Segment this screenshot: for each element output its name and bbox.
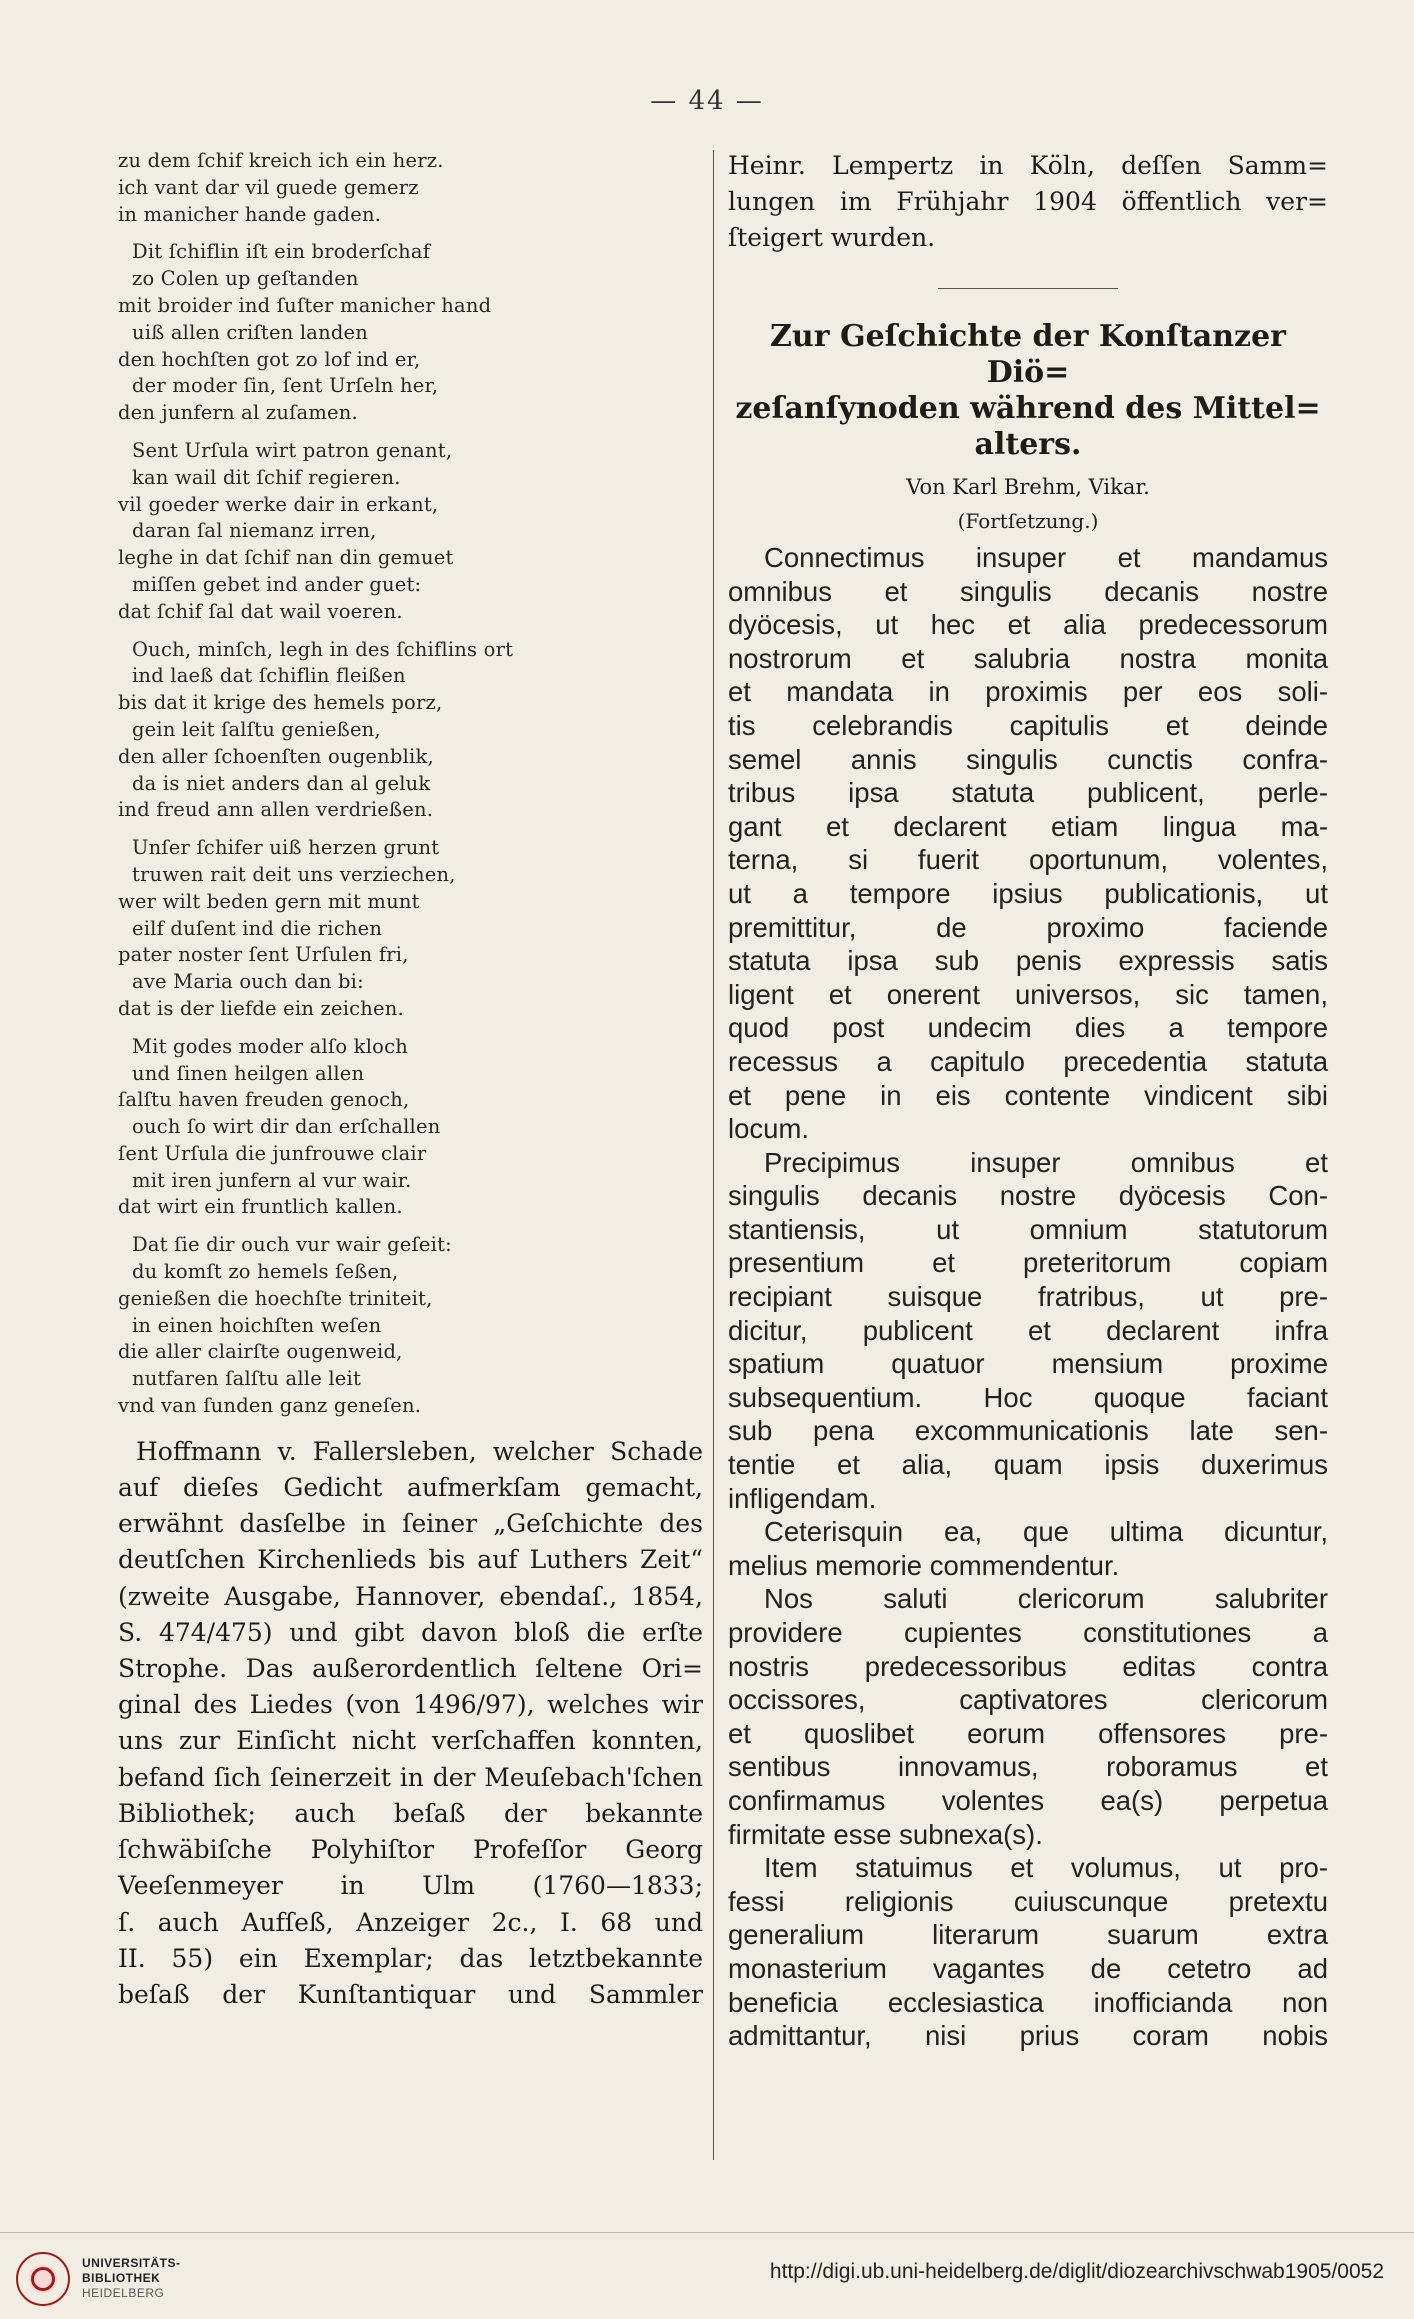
verse-line: ouch ſo wirt dir dan erſchallen: [132, 1115, 441, 1139]
latin-paragraph: [728, 1146, 1328, 1516]
source-url-link[interactable]: http://digi.ub.uni-heidelberg.de/diglit/diozearchivschwab1905/0052: [769, 2260, 1384, 2283]
text-line: occissores, captivatores clericorum: [728, 1684, 1328, 1716]
verse-line: den aller ſchoenſten ougenblik,: [118, 744, 434, 768]
stanza: [118, 637, 703, 825]
text-line: et quoslibet eorum offensores pre-: [728, 1717, 1328, 1749]
verse-line: Unſer ſchifer uiß herzen grunt: [132, 836, 440, 860]
verse-line: mit broider ind ſuſter manicher hand: [118, 293, 492, 317]
verse-line: in einen hoichſten weſen: [132, 1313, 382, 1337]
verse-line: wer wilt beden gern mit munt: [118, 889, 420, 913]
article-title: [728, 319, 1328, 463]
verse-line: truwen rait deit uns verziechen,: [132, 862, 456, 886]
title-line: Zur Geſchichte der Konſtanzer Diö=: [769, 319, 1286, 390]
text-line: gant et declarent etiam lingua ma-: [728, 810, 1328, 842]
text-line: presentium et preteritorum copiam: [728, 1247, 1328, 1279]
verse-line: bis dat it krige des hemels porz,: [118, 691, 443, 715]
verse-line: vil goeder werke dair in erkant,: [118, 492, 439, 516]
text-line: tribus ipsa statuta publicent, perle-: [728, 777, 1328, 809]
text-line: singulis decanis nostre dyöcesis Con-: [728, 1180, 1328, 1212]
text-line: (zweite Ausgabe, Hannover, ebendaſ., 1854,: [118, 1581, 703, 1611]
library-logo[interactable]: [16, 2250, 216, 2310]
text-line: recessus a capitulo precedentia statuta: [728, 1045, 1328, 1077]
verse-line: den junfern al zuſamen.: [118, 401, 358, 425]
verse-line: und ſinen heilgen allen: [132, 1061, 365, 1085]
verse-line: nutfaren ſalſtu alle leit: [132, 1367, 361, 1391]
verse-line: kan wail dit ſchif regieren.: [132, 465, 401, 489]
verse-line: dat ſchif ſal dat wail voeren.: [118, 599, 403, 623]
text-line: beneficia ecclesiastica inofficianda non: [728, 1986, 1328, 2018]
verse-line: dat is der liefde ein zeichen.: [118, 996, 404, 1020]
verse-line: du komſt zo hemels ſeßen,: [132, 1260, 399, 1284]
text-line: lungen im Frühjahr 1904 öffentlich ver=: [728, 187, 1328, 216]
verse-line: in manicher hande gaden.: [118, 202, 382, 226]
verse-line: zo Colen up geſtanden: [132, 267, 359, 291]
left-column: [118, 148, 703, 2013]
text-line: erwähnt dasſelbe in ſeiner „Geſchichte des: [118, 1509, 703, 1539]
text-line: Hoffmann v. Fallersleben, welcher Schade: [136, 1436, 703, 1466]
text-line: ſ. auch Aufſeß, Anzeiger 2c., I. 68 und: [118, 1907, 703, 1937]
text-line: Ceterisquin ea, que ultima dicuntur,: [764, 1516, 1328, 1548]
logo-text-line: UNIVERSITÄTS-: [82, 2256, 181, 2270]
text-line: quod post undecim dies a tempore: [728, 1012, 1328, 1044]
verse-line: ſent Urſula die junfrouwe clair: [118, 1141, 427, 1165]
footer-divider: [0, 2232, 1414, 2233]
text-line: locum.: [728, 1113, 809, 1145]
text-line: et pene in eis contente vindicent sibi: [728, 1079, 1328, 1111]
text-line: ut a tempore ipsius publicationis, ut: [728, 877, 1328, 909]
text-line: terna, si fuerit oportunum, volentes,: [728, 844, 1328, 876]
text-line: infligendam.: [728, 1482, 877, 1514]
text-line: monasterium vagantes de cetetro ad: [728, 1952, 1328, 1984]
continued-paragraph: [728, 148, 1328, 256]
text-line: dicitur, publicent et declarent infra: [728, 1314, 1328, 1346]
verse-line: Ouch, minſch, legh in des ſchiflins ort: [132, 637, 514, 661]
verse-line: pater noster ſent Urſulen fri,: [118, 943, 409, 967]
text-line: dyöcesis, ut hec et alia predecessorum: [728, 609, 1328, 641]
text-line: uns zur Einſicht nicht verſchaffen konnten,: [118, 1726, 703, 1756]
text-line: deutſchen Kirchenlieds bis auf Luthers Zeit“: [118, 1545, 703, 1575]
stanza: [118, 835, 703, 1023]
logo-text-line: BIBLIOTHEK: [82, 2271, 161, 2285]
title-line: zeſanſynoden während des Mittel=: [735, 391, 1321, 426]
text-line: Strophe. Das außerordentlich ſeltene Ori=: [118, 1654, 703, 1684]
text-line: admittantur, nisi prius coram nobis: [728, 2020, 1328, 2052]
text-line: beſaß der Kunſtantiquar und Sammler: [118, 1979, 703, 2009]
continuation-note: (Fortſetzung.): [957, 509, 1099, 533]
text-line: et mandata in proximis per eos soli-: [728, 676, 1328, 708]
latin-text: [728, 541, 1328, 2053]
text-line: nostris predecessoribus editas contra: [728, 1650, 1328, 1682]
verse-line: zu dem ſchif kreich ich ein herz.: [118, 149, 444, 172]
page-number: — 44 —: [650, 86, 764, 116]
poem-verses: [118, 148, 703, 1420]
section-separator: [938, 288, 1118, 289]
stanza: [118, 239, 703, 427]
stanza: [118, 1034, 703, 1222]
text-line: stantiensis, ut omnium statutorum: [728, 1213, 1328, 1245]
latin-paragraph: [728, 1582, 1328, 1851]
text-line: sub pena excommunicationis late sen-: [728, 1415, 1328, 1447]
verse-line: da is niet anders dan al geluk: [132, 771, 431, 795]
text-line: ginal des Liedes (von 1496/97), welches wir: [118, 1690, 703, 1720]
text-line: Nos saluti clericorum salubriter: [764, 1583, 1328, 1615]
text-line: II. 55) ein Exemplar; das letztbekannte: [118, 1943, 703, 1973]
text-line: ſteigert wurden.: [728, 223, 936, 252]
text-line: Connectimus insuper et mandamus: [764, 542, 1328, 573]
university-seal-icon: [16, 2252, 70, 2306]
text-line: tentie et alia, quam ipsis duxerimus: [728, 1449, 1328, 1481]
text-line: omnibus et singulis decanis nostre: [728, 575, 1328, 607]
stanza: [118, 148, 703, 228]
latin-paragraph: [728, 1851, 1328, 2053]
verse-line: die aller clairſte ougenweid,: [118, 1340, 403, 1364]
verse-line: ſalſtu haven freuden genoch,: [118, 1088, 410, 1112]
column-divider: [713, 150, 714, 2160]
text-line: Bibliothek; auch beſaß der bekannte: [118, 1798, 703, 1828]
right-column: [728, 148, 1328, 2053]
text-line: spatium quatuor mensium proxime: [728, 1348, 1328, 1380]
verse-line: dat wirt ein fruntlich kallen.: [118, 1195, 403, 1219]
latin-paragraph: [728, 1515, 1328, 1582]
commentary-paragraph: [118, 1434, 703, 2013]
text-line: ligent et onerent universos, sic tamen,: [728, 978, 1328, 1010]
verse-line: genießen die hoechſte triniteit,: [118, 1286, 433, 1310]
text-line: fessi religionis cuiuscunque pretextu: [728, 1885, 1328, 1917]
verse-line: ind laeß dat ſchiflin fleißen: [132, 664, 406, 688]
text-line: tis celebrandis capitulis et deinde: [728, 709, 1328, 741]
text-line: statuta ipsa sub penis expressis satis: [728, 945, 1328, 977]
verse-line: eilf duſent ind die richen: [132, 916, 383, 940]
text-line: Item statuimus et volumus, ut pro-: [764, 1852, 1328, 1884]
verse-line: leghe in dat ſchif nan din gemuet: [118, 546, 454, 570]
text-line: providere cupientes constitutiones a: [728, 1617, 1328, 1648]
stanza: [118, 438, 703, 626]
text-line: confirmamus volentes ea(s) perpetua: [728, 1784, 1328, 1816]
text-line: Heinr. Lempertz in Köln, deſſen Samm=: [728, 151, 1328, 180]
verse-line: Sent Urſula wirt patron genant,: [132, 438, 453, 462]
text-line: auf dieſes Gedicht aufmerkſam gemacht,: [118, 1473, 703, 1503]
stanza: [118, 1232, 703, 1420]
article-byline: Von Karl Brehm, Vikar.: [906, 475, 1150, 499]
text-line: melius memorie commendentur.: [728, 1549, 1120, 1581]
text-line: subsequentium. Hoc quoque faciant: [728, 1381, 1328, 1413]
text-line: ſchwäbiſche Polyhiſtor Profeſſor Georg: [118, 1835, 703, 1865]
logo-text-line: HEIDELBERG: [82, 2286, 165, 2300]
verse-line: Dit ſchiflin iſt ein broderſchaf: [132, 240, 431, 264]
text-line: befand ſich ſeinerzeit in der Meuſebach'ſchen: [118, 1762, 703, 1792]
latin-paragraph: [728, 541, 1328, 1146]
text-line: S. 474/475) und gibt davon bloß die erſte: [118, 1617, 703, 1647]
verse-line: mit iren junfern al vur wair.: [132, 1168, 412, 1192]
verse-line: daran ſal niemanz irren,: [132, 519, 377, 543]
text-line: Precipimus insuper omnibus et: [764, 1146, 1328, 1178]
title-line: alters.: [974, 427, 1082, 462]
text-line: Veeſenmeyer in Ulm (1760—1833;: [118, 1871, 703, 1901]
verse-line: ind freud ann allen verdrießen.: [118, 798, 434, 822]
verse-line: Dat ſie dir ouch vur wair geſeit:: [132, 1233, 452, 1257]
verse-line: ave Maria ouch dan bi:: [132, 970, 364, 994]
verse-line: der moder ſin, ſent Urſeln her,: [132, 374, 439, 398]
verse-line: vnd van ſunden ganz geneſen.: [118, 1394, 422, 1418]
verse-line: Mit godes moder alſo kloch: [132, 1034, 408, 1058]
text-line: recipiant suisque fratribus, ut pre-: [728, 1281, 1328, 1313]
verse-line: ich vant dar vil guede gemerz: [118, 175, 419, 199]
text-line: generalium literarum suarum extra: [728, 1919, 1328, 1951]
verse-line: uiß allen criſten landen: [132, 320, 369, 344]
verse-line: den hochſten got zo lof ind er,: [118, 347, 421, 371]
verse-line: miſſen gebet ind ander guet:: [132, 572, 422, 596]
text-line: firmitate esse subnexa(s).: [728, 1818, 1043, 1850]
text-line: sentibus innovamus, roboramus et: [728, 1751, 1328, 1783]
library-logo-text: [82, 2256, 181, 2301]
text-line: nostrorum et salubria nostra monita: [728, 642, 1328, 674]
text-line: premittitur, de proximo faciende: [728, 911, 1328, 943]
text-line: semel annis singulis cunctis confra-: [728, 743, 1328, 775]
verse-line: gein leit ſalſtu genießen,: [132, 717, 381, 741]
